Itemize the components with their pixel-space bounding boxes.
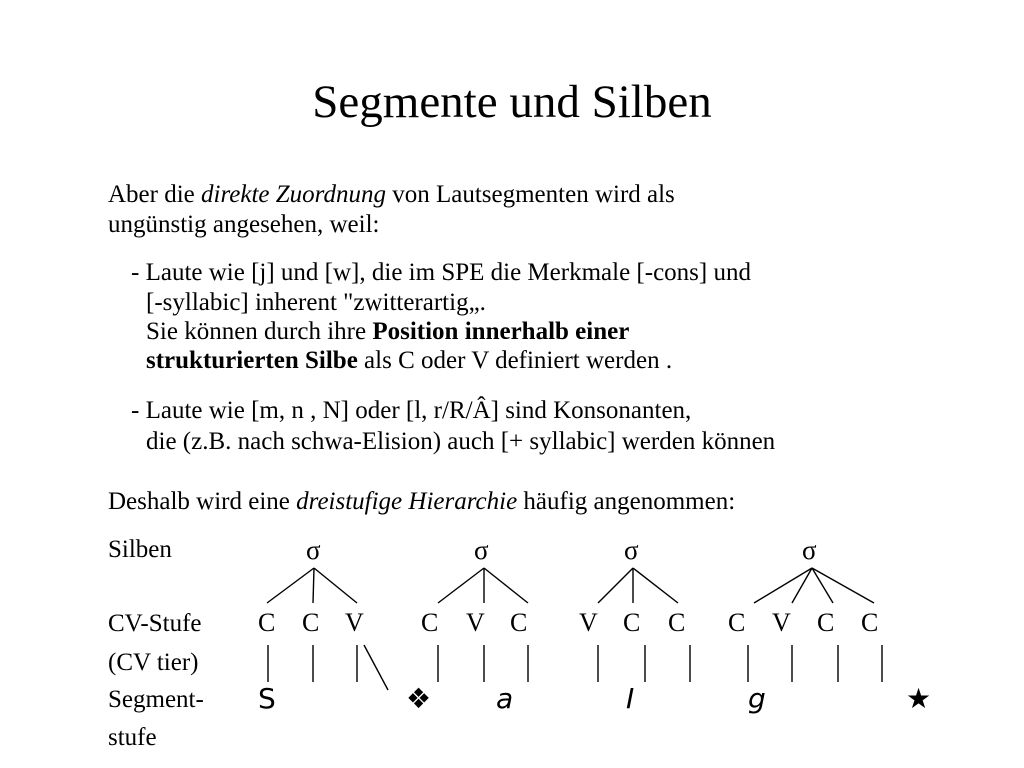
syllable-node-2: σ — [474, 535, 489, 565]
intro-line-2: ungünstig angesehen, weil: — [108, 211, 380, 238]
segment-glyph-g: g — [748, 682, 766, 715]
segment-glyph-star: ★ — [906, 682, 932, 715]
level-label-segment: Segment- — [108, 686, 204, 713]
cv-node: C — [302, 608, 320, 637]
cv-node: C — [861, 608, 879, 637]
segment-glyph-i: I — [626, 682, 635, 715]
cv-node: V — [772, 608, 791, 637]
cv-node: V — [466, 608, 485, 637]
conclusion-text-b: häufig angenommen: — [517, 488, 736, 515]
cv-node: C — [623, 608, 641, 637]
cv-node: C — [728, 608, 746, 637]
cv-node: V — [579, 608, 598, 637]
level-label-cv-tier: (CV tier) — [108, 649, 199, 676]
segment-glyph-s: S — [258, 682, 276, 715]
conclusion-text-a: Deshalb wird eine — [108, 488, 297, 515]
slide-title: Segmente und Silben — [312, 76, 712, 128]
bullet-1-line-3-bold: Position innerhalb einer — [372, 318, 630, 345]
cv-node: C — [421, 608, 439, 637]
cv-node: C — [817, 608, 835, 637]
bullet-2-line-1: - Laute wie [m, n , N] oder [l, r/R/Â] sind Konsonanten, — [131, 397, 692, 424]
bullet-1-line-4-bold: strukturierten Silbe — [146, 347, 358, 374]
cv-node: C — [668, 608, 686, 637]
segment-glyph-a: a — [496, 682, 514, 715]
syllable-node-1: σ — [306, 535, 321, 565]
bullet-1-line-3-text: Sie können durch ihre — [146, 318, 373, 345]
intro-emphasis: direkte Zuordnung — [201, 181, 386, 208]
conclusion-emphasis: dreistufige Hierarchie — [296, 488, 518, 515]
intro-text-a: Aber die — [108, 181, 202, 208]
syllable-node-4: σ — [802, 535, 817, 565]
cv-node: V — [345, 608, 364, 637]
cv-node: C — [258, 608, 276, 637]
level-label-stufe: stufe — [108, 724, 157, 751]
syllable-node-3: σ — [624, 535, 639, 565]
bullet-2-line-2: die (z.B. nach schwa-Elision) auch [+ syllabic] werden können — [146, 428, 776, 455]
bullet-1-line-1: - Laute wie [j] und [w], die im SPE die Merkmale [-cons] und — [131, 259, 751, 286]
intro-text-b: von Lautsegmenten wird als — [385, 181, 675, 208]
level-label-syllables: Silben — [108, 536, 172, 563]
level-label-cv-stufe: CV-Stufe — [108, 610, 202, 637]
segment-glyph-diamond: ❖ — [406, 682, 432, 715]
bullet-1-line-4-text: als C oder V definiert werden . — [357, 347, 673, 374]
cv-node: C — [510, 608, 528, 637]
bullet-1-line-2: [-syllabic] inherent "zwitterartig„. — [146, 289, 486, 316]
